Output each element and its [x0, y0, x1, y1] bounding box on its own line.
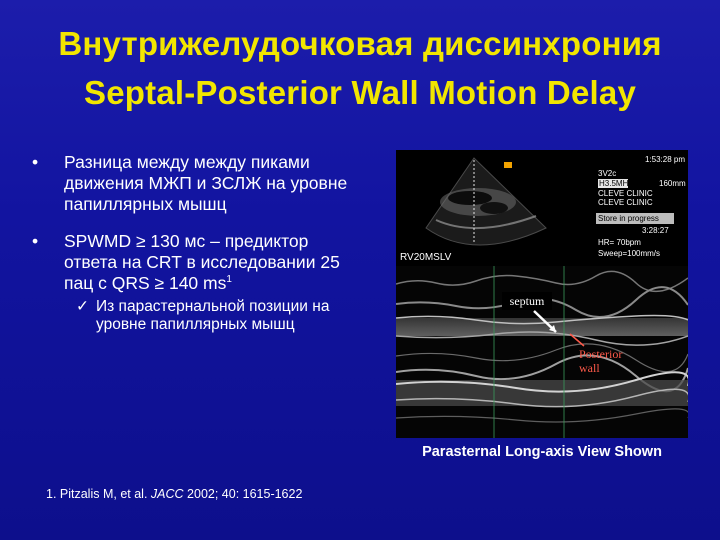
footnote-ref: 1 — [226, 274, 232, 286]
echo-time-2: 3:28:27 — [642, 226, 669, 235]
echo-sweep: Sweep=100mm/s — [598, 249, 661, 258]
posterior-label-1: Posterior — [579, 347, 623, 361]
reference — [46, 487, 302, 501]
echo-clinic-2: CLEVE CLINIC — [598, 198, 653, 207]
bullet-item-2 — [32, 231, 362, 294]
reference-details: 2002; 40: 1615-1622 — [183, 487, 303, 501]
slide-title-line-2: Septal-Posterior Wall Motion Delay — [84, 74, 636, 111]
reference-journal: JACC — [150, 487, 184, 501]
slide-title-line-1: Внутрижелудочковая диссинхрония — [58, 25, 662, 62]
bullet-marker: • — [32, 152, 39, 172]
subbullet-text: Из парастернальной позиции на уровне папиллярных мышц — [96, 298, 330, 333]
echo-freq: H3.5MHz — [599, 179, 633, 188]
echo-depth: 160mm — [659, 179, 686, 188]
bullet-list — [32, 152, 362, 334]
subbullet-item — [32, 298, 362, 334]
bullet-text-2: SPWMD ≥ 130 мс – предиктор ответа на CRT в исследовании 25 пац с QRS ≥ 140 ms — [64, 231, 340, 293]
echo-mode-label: RV20MSLV — [400, 252, 452, 263]
echo-probe: 3V2c — [598, 169, 617, 178]
echo-time: 1:53:28 pm — [644, 155, 685, 164]
checkmark-icon: ✓ — [76, 298, 89, 315]
septum-label: septum — [509, 294, 545, 308]
echocardiogram-image — [396, 150, 688, 438]
echo-info — [596, 155, 686, 258]
sector-view — [426, 158, 546, 245]
bullet-marker: • — [32, 231, 39, 251]
m-mode-strip — [396, 266, 688, 438]
image-caption: Parasternal Long-axis View Shown — [422, 444, 662, 460]
posterior-label-2: wall — [579, 361, 600, 375]
reference-authors: 1. Pitzalis M, et al. — [46, 487, 151, 501]
echo-clinic-1: CLEVE CLINIC — [598, 189, 653, 198]
echo-store: Store in progress — [598, 214, 659, 223]
echo-hr: HR= 70bpm — [598, 238, 641, 247]
bullet-item-1 — [32, 152, 362, 215]
bullet-text-1: Разница между между пиками движения МЖП и ЗСЛЖ на уровне папиллярных мышц — [64, 152, 348, 214]
echo-svg — [396, 150, 688, 438]
